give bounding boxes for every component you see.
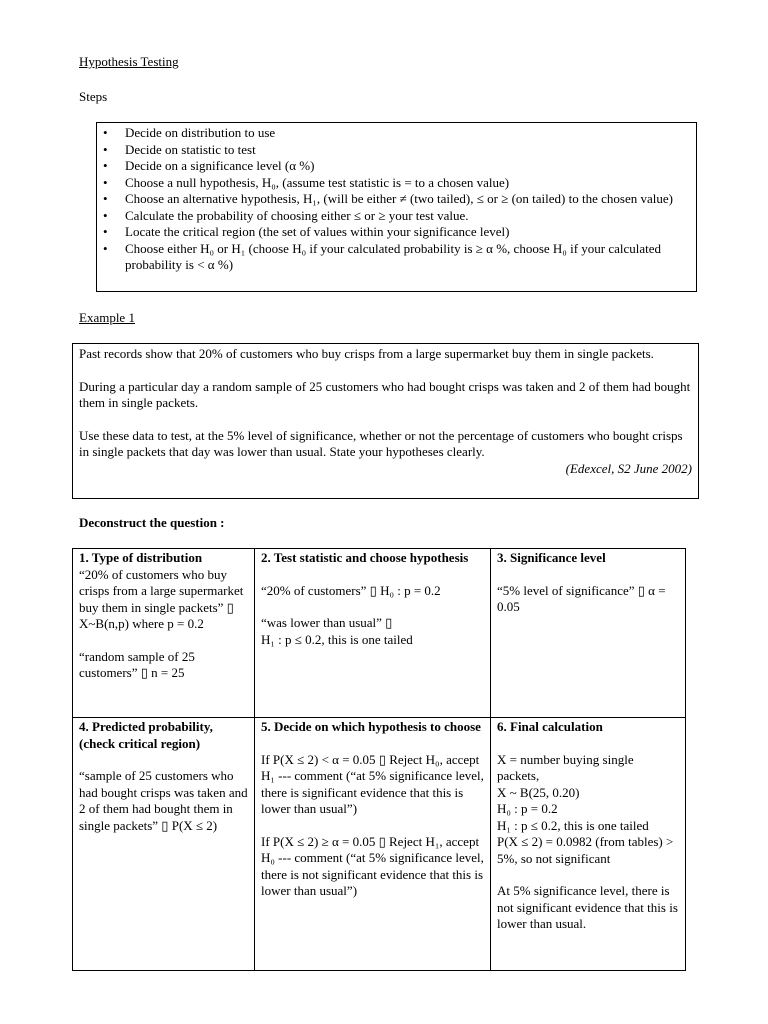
cell-spacer [261, 599, 484, 615]
cell-spacer [261, 818, 484, 834]
example-source: (Edexcel, S2 June 2002) [565, 460, 692, 476]
cell-text: H₀ : p = 0.2 [497, 801, 558, 816]
cell-heading: 2. Test statistic and choose hypothesis [261, 550, 469, 565]
cell-text: “sample of 25 customers who had bought crisps was taken and 2 of them had bought them in single packets” ▯ P(X ≤ 2) [79, 768, 248, 833]
cell-heading: 3. Significance level [497, 550, 606, 565]
cell-text: X~B(n,p) where p = 0.2 [79, 616, 204, 631]
deconstruct-heading: Deconstruct the question : [79, 515, 225, 530]
cell-significance-level [491, 549, 685, 718]
cell-text: “random sample of 25 customers” ▯ n = 25 [79, 648, 195, 680]
cell-spacer [497, 567, 679, 583]
cell-type-of-distribution [73, 549, 255, 718]
steps-box [96, 122, 697, 292]
cell-heading: 5. Decide on which hypothesis to choose [261, 719, 481, 734]
cell-spacer [261, 736, 484, 752]
step-item: • Choose an alternative hypothesis, H₁, (will be either ≠ (two tailed), ≤ or ≥ (on tailed) to the chosen value) [97, 191, 695, 208]
cell-predicted-probability [73, 718, 255, 970]
cell-text: H₁ : p ≤ 0.2, this is one tailed [261, 631, 413, 647]
cell-text: If P(X ≤ 2) ≥ α = 0.05 ▯ Reject H₁, accept H₀ --- comment (“at 5% significance level, there is not significant evidence that this is lower than usual”) [261, 833, 484, 898]
deconstruct-table [72, 548, 686, 971]
example-paragraph: During a particular day a random sample of 25 customers who had bought crisps was taken and 2 of them had bought them in single packets. [79, 378, 691, 410]
step-item: • Choose a null hypothesis, H₀, (assume test statistic is = to a chosen value) [97, 175, 695, 192]
cell-text: X = number buying single packets, [497, 751, 634, 783]
steps-list [97, 125, 695, 274]
cell-heading: 1. Type of distribution [79, 550, 203, 565]
example-label: Example 1 [79, 310, 135, 325]
step-item: • Decide on a significance level (α %) [97, 158, 695, 175]
cell-spacer [497, 867, 679, 883]
cell-spacer [497, 736, 679, 752]
step-item: • Locate the critical region (the set of values within your significance level) [97, 224, 695, 241]
cell-decide-hypothesis [255, 718, 491, 970]
page-title: Hypothesis Testing [79, 54, 179, 69]
cell-text: P(X ≤ 2) = 0.0982 (from tables) > 5%, so not significant [497, 834, 674, 866]
example-paragraph: Past records show that 20% of customers who buy crisps from a large supermarket buy them in single packets. [79, 346, 654, 361]
cell-text: H₁ : p ≤ 0.2, this is one tailed [497, 817, 649, 833]
step-item: • Decide on statistic to test [97, 142, 695, 159]
cell-text: If P(X ≤ 2) < α = 0.05 ▯ Reject H₀, accept H₁ --- comment (“at 5% significance level, there is significant evidence that this is lower than usual”) [261, 751, 484, 816]
example-paragraph: Use these data to test, at the 5% level of significance, whether or not the percentage of customers who bought crisps in single packets that day was lower than usual. State your hypotheses clearly. [79, 427, 683, 459]
step-item: • Choose either H₀ or H₁ (choose H₀ if your calculated probability is ≥ α %, choose H₀ if your calculated probability is < α %) [97, 241, 695, 274]
cell-text: “was lower than usual” ▯ [261, 615, 393, 630]
step-item: • Calculate the probability of choosing either ≤ or ≥ your test value. [97, 208, 695, 225]
cell-heading: 6. Final calculation [497, 719, 603, 734]
cell-test-statistic [255, 549, 491, 718]
steps-label: Steps [79, 89, 108, 104]
cell-final-calculation [491, 718, 685, 970]
cell-text: “5% level of significance” ▯ α = 0.05 [497, 582, 666, 614]
cell-text: X ~ B(25, 0.20) [497, 784, 580, 800]
cell-spacer [79, 752, 248, 768]
example-box [72, 343, 699, 499]
step-item: • Decide on distribution to use [97, 125, 695, 142]
cell-heading: 4. Predicted probability, (check critical region) [79, 719, 213, 751]
cell-text: “20% of customers who buy crisps from a large supermarket buy them in single packets” ▯ [79, 566, 244, 615]
cell-spacer [261, 567, 484, 583]
cell-spacer [79, 633, 248, 649]
cell-text: “20% of customers” ▯ H₀ : p = 0.2 [261, 582, 441, 598]
cell-text: At 5% significance level, there is not significant evidence that this is lower than usual. [497, 883, 678, 931]
